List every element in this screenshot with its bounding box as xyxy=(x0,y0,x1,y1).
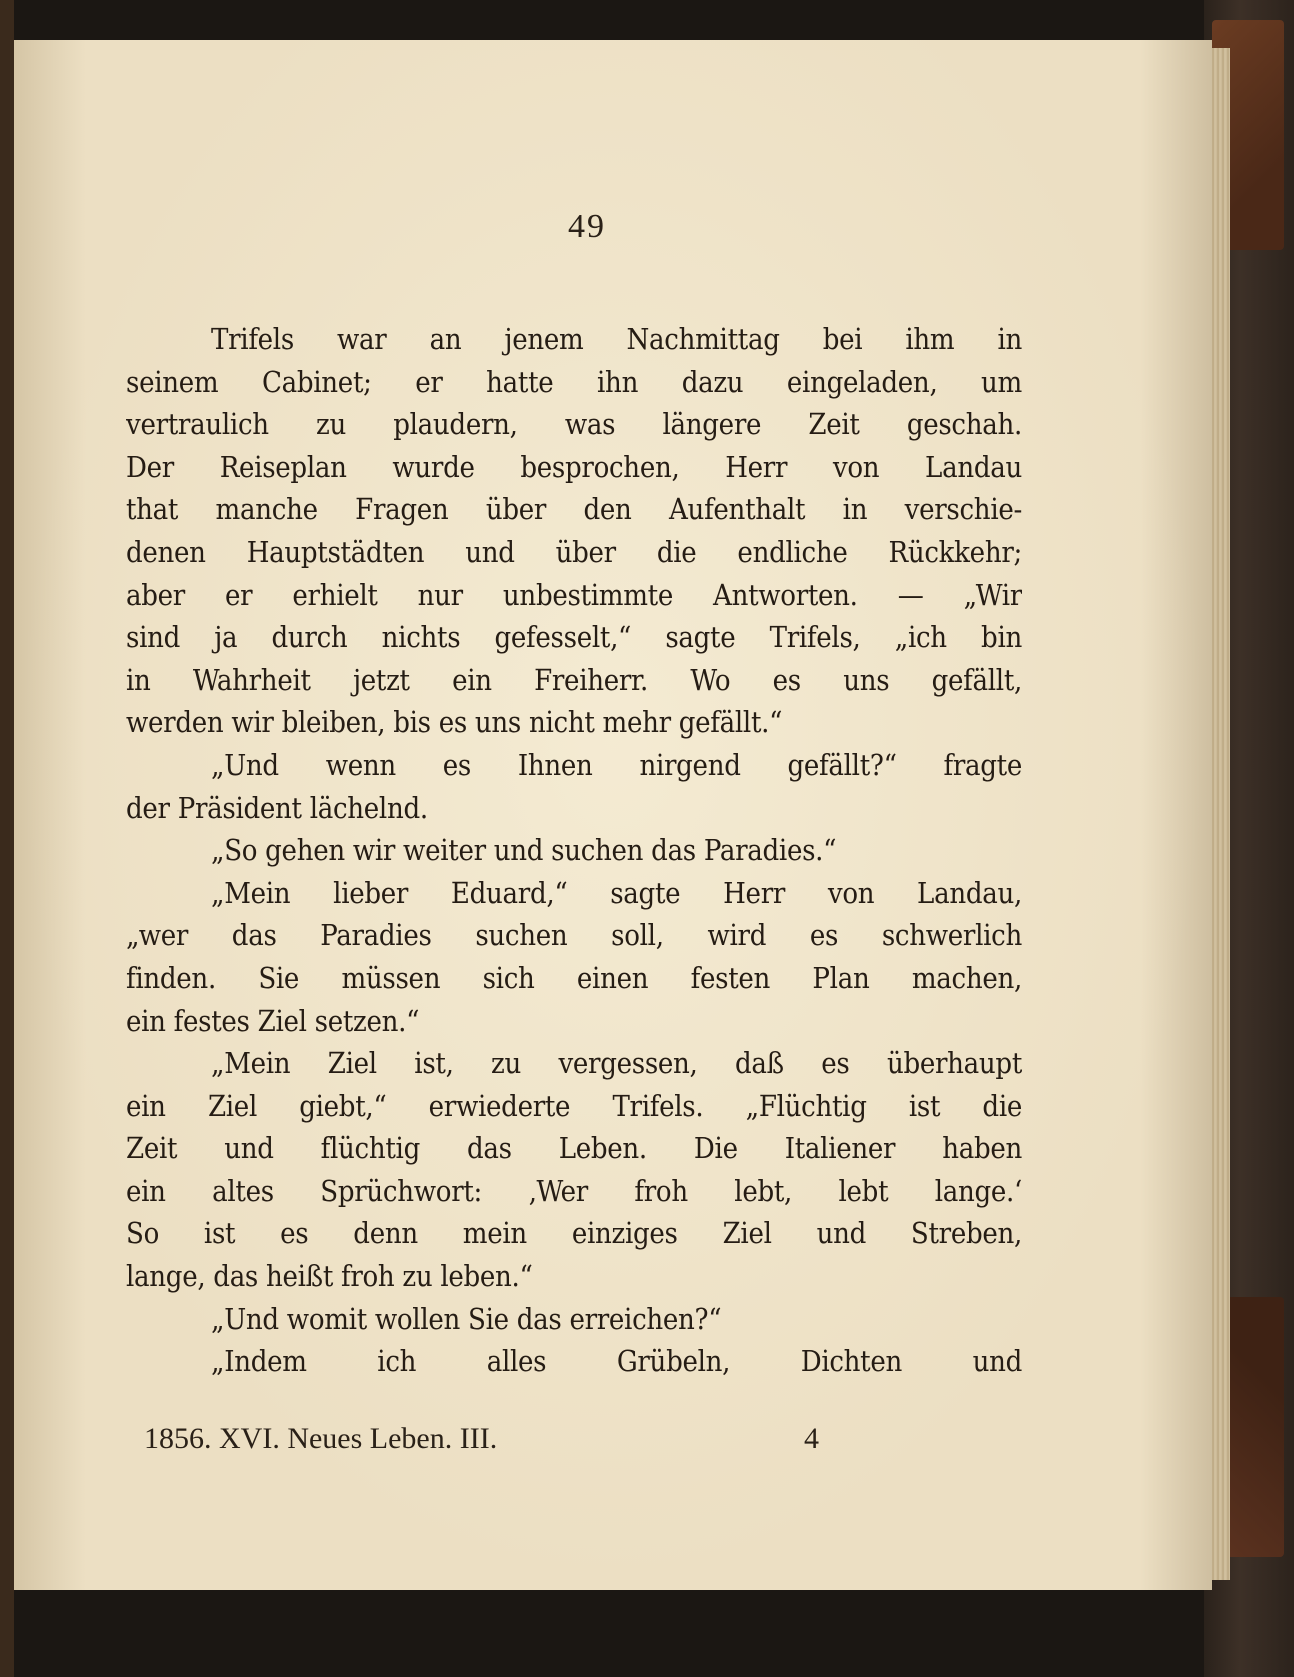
body-text xyxy=(126,318,1022,1383)
text-line: that manche Fragen über den Aufenthalt in verschie- xyxy=(126,492,1022,527)
text-line: sind ja durch nichts gefesselt,“ sagte Trifels, „ich bin xyxy=(126,620,1022,655)
text-line: „Und wenn es Ihnen nirgend gefällt?“ fragte xyxy=(211,747,1022,782)
signature-mark: 4 xyxy=(804,1422,819,1455)
text-line: lange, das heißt froh zu leben.“ xyxy=(126,1259,533,1294)
text-line: „Indem ich alles Grübeln, Dichten und xyxy=(211,1344,1022,1379)
imprint-text: 1856. XVI. Neues Leben. III. xyxy=(144,1422,498,1455)
text-line: in Wahrheit jetzt ein Freiherr. Wo es uns gefällt, xyxy=(126,662,1022,697)
book-cover-left-edge xyxy=(0,0,14,1677)
text-line: ein altes Sprüchwort: ‚Wer froh lebt, lebt lange.‘ xyxy=(126,1173,1022,1208)
text-line: Trifels war an jenem Nachmittag bei ihm in xyxy=(211,322,1022,356)
page-number: 49 xyxy=(568,208,606,245)
text-line: ein festes Ziel setzen.“ xyxy=(126,1003,420,1038)
text-line: „So gehen wir weiter und suchen das Paradies.“ xyxy=(211,833,837,868)
text-line: vertraulich zu plaudern, was längere Zeit geschah. xyxy=(126,407,1022,442)
printer-imprint-line xyxy=(144,1422,864,1456)
text-line: ein Ziel giebt,“ erwiederte Trifels. „Flüchtig ist die xyxy=(126,1088,1022,1123)
text-line: „Mein Ziel ist, zu vergessen, daß es überhaupt xyxy=(211,1046,1022,1081)
text-line: denen Hauptstädten und über die endliche Rückkehr; xyxy=(126,534,1022,569)
text-line: „wer das Paradies suchen soll, wird es schwerlich xyxy=(126,918,1022,953)
text-line: Der Reiseplan wurde besprochen, Herr von Landau xyxy=(126,449,1022,484)
text-line: „Mein lieber Eduard,“ sagte Herr von Landau, xyxy=(211,875,1022,910)
text-line: Zeit und flüchtig das Leben. Die Italiener haben xyxy=(126,1131,1022,1166)
text-line: finden. Sie müssen sich einen festen Plan machen, xyxy=(126,960,1022,995)
text-line: aber er erhielt nur unbestimmte Antworten. — „Wir xyxy=(126,577,1022,612)
text-line: seinem Cabinet; er hatte ihn dazu eingeladen, um xyxy=(126,364,1022,399)
paper-page xyxy=(14,40,1212,1590)
text-line: „Und womit wollen Sie das erreichen?“ xyxy=(211,1301,722,1336)
text-line: der Präsident lächelnd. xyxy=(126,790,428,825)
text-line: So ist es denn mein einziges Ziel und Streben, xyxy=(126,1216,1022,1251)
text-line: werden wir bleiben, bis es uns nicht mehr gefällt.“ xyxy=(126,705,783,740)
